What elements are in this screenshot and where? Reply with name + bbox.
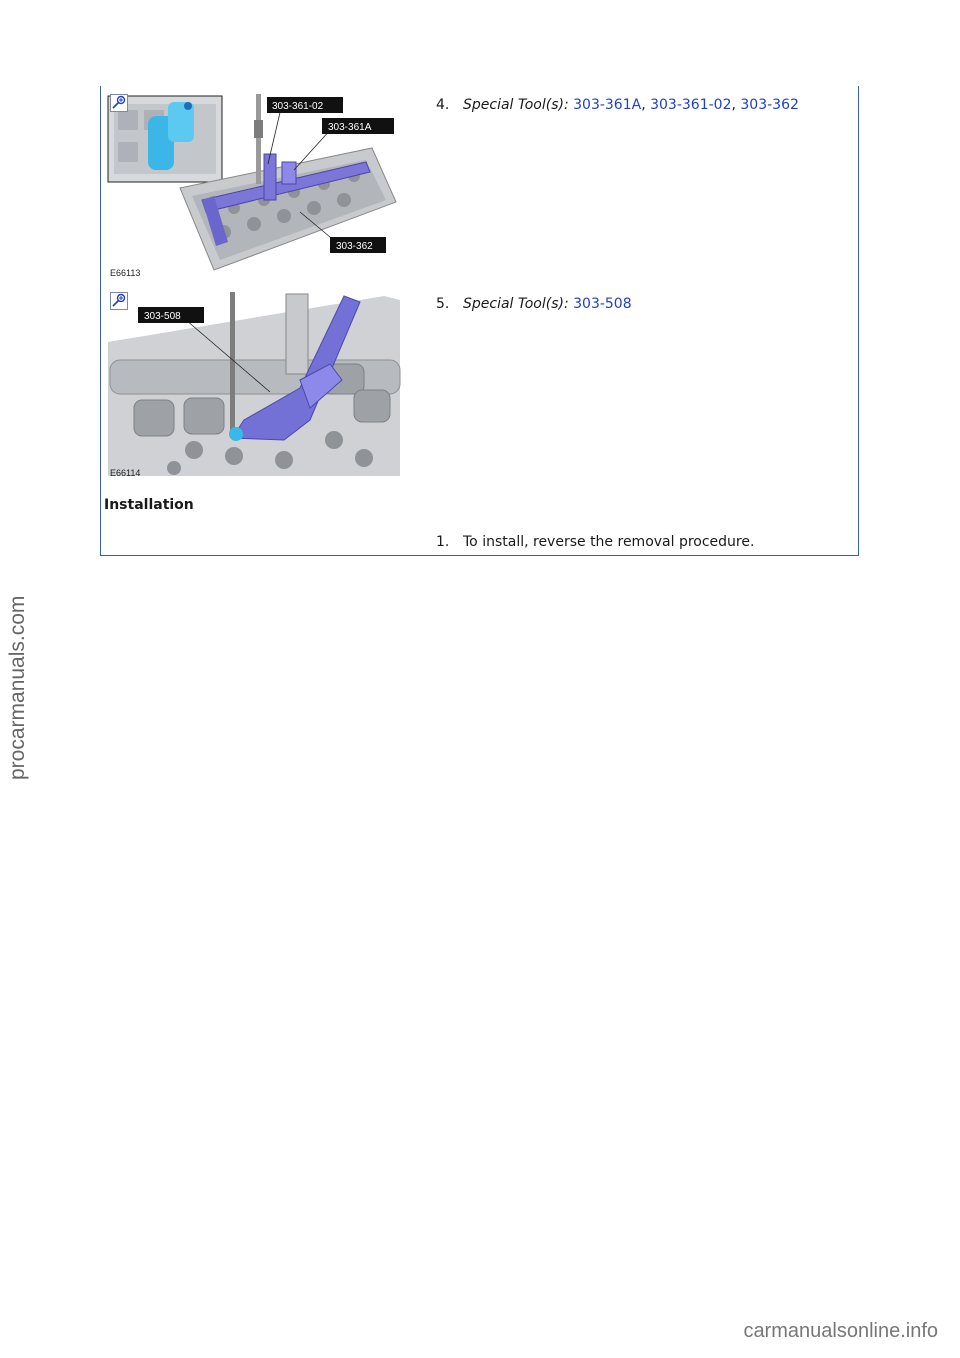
installation-step-1	[436, 533, 754, 551]
tool-link-303-362[interactable]: 303-362	[740, 97, 799, 113]
step-number: 1.	[436, 534, 450, 550]
step-label: Special Tool(s):	[463, 97, 569, 113]
side-watermark: procarmanuals.com	[6, 595, 29, 780]
svg-text:303-508: 303-508	[144, 311, 181, 322]
figure-e66114[interactable]	[104, 290, 401, 480]
figure-id-label: E66113	[110, 268, 141, 278]
step-number: 5.	[436, 296, 450, 312]
tool-link-303-508[interactable]: 303-508	[573, 296, 632, 312]
svg-text:303-361A: 303-361A	[328, 122, 372, 133]
zoom-icon[interactable]	[110, 292, 128, 310]
tool-link-303-361a[interactable]: 303-361A	[573, 97, 642, 113]
callout-303-508	[138, 307, 204, 323]
zoom-icon[interactable]	[110, 94, 128, 112]
callout-303-361-02	[267, 97, 343, 113]
figure-e66113[interactable]	[104, 92, 401, 278]
tool-link-303-361-02[interactable]: 303-361-02	[650, 97, 732, 113]
tool-separator: ,	[641, 97, 651, 113]
step-label: Special Tool(s):	[463, 296, 569, 312]
callout-303-362	[330, 237, 386, 253]
callout-303-361A	[322, 118, 394, 134]
step-4	[436, 96, 799, 114]
svg-text:303-362: 303-362	[336, 241, 373, 252]
step-5	[436, 295, 632, 313]
svg-text:303-361-02: 303-361-02	[272, 101, 324, 112]
tool-separator: ,	[731, 97, 741, 113]
installation-heading: Installation	[104, 497, 194, 513]
step-number: 4.	[436, 97, 450, 113]
figure-id-label: E66114	[110, 468, 141, 478]
bottom-watermark: carmanualsonline.info	[743, 1320, 938, 1342]
step-text: To install, reverse the removal procedure.	[463, 534, 755, 550]
